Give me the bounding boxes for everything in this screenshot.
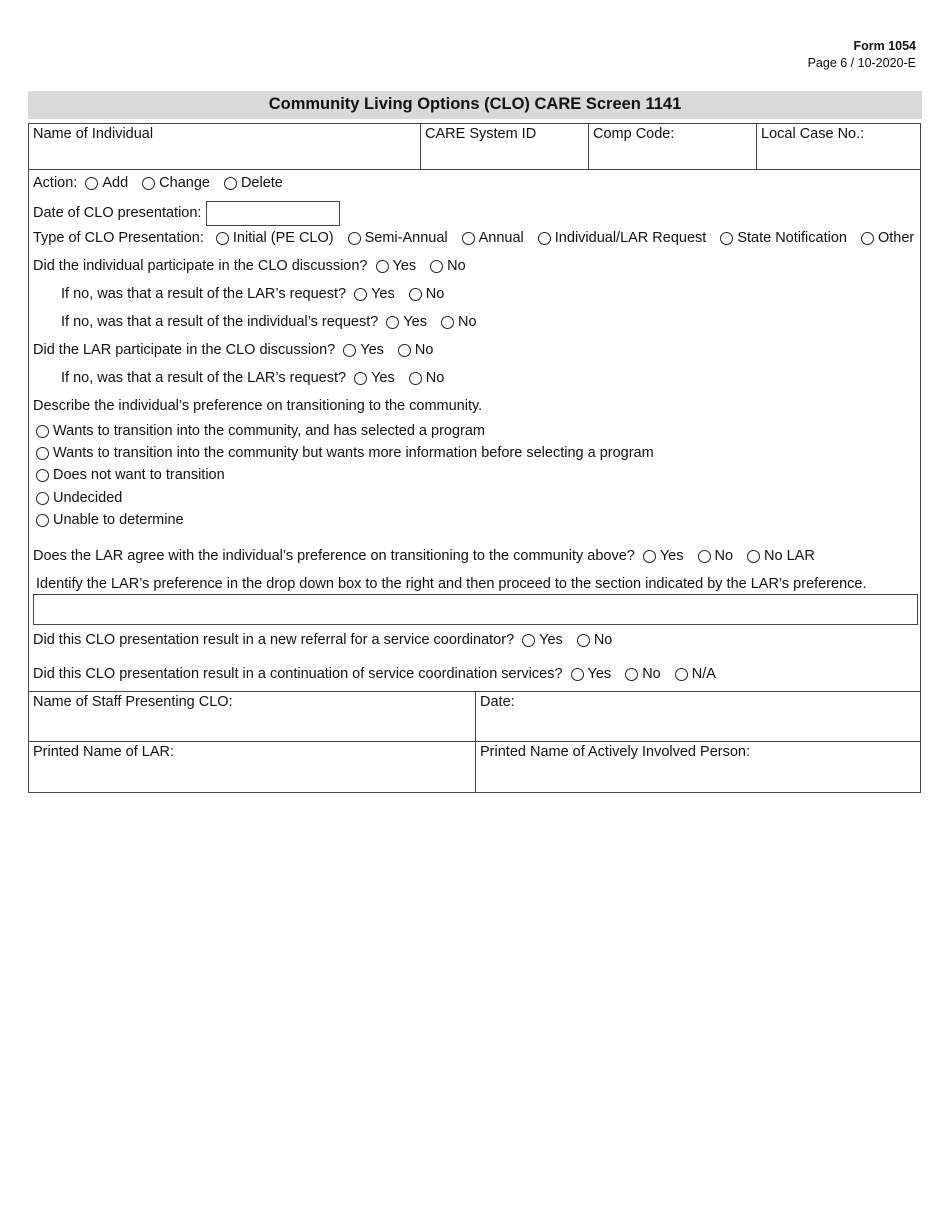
field-label: Printed Name of LAR: [33,744,175,760]
option-label: No [642,666,661,682]
page-title: Community Living Options (CLO) CARE Screen 1141 [28,91,922,119]
option-label: Wants to transition into the community but wants more information before selecting a program [53,445,654,461]
radio-icon[interactable] [698,550,711,563]
option-label: Other [877,230,915,246]
radio-icon[interactable] [747,550,760,563]
radio-icon[interactable] [36,492,49,505]
lar-request-row-2 [61,367,444,389]
option-label: Add [102,175,129,191]
option-label: No [714,548,734,564]
radio-icon[interactable] [354,372,367,385]
lar-printed-name-field[interactable] [29,742,476,792]
option-label: Individual/LAR Request [554,230,707,246]
option-label: Yes [360,342,384,358]
staff-presenting-field[interactable] [29,692,476,742]
option-label: Undecided [53,490,123,506]
radio-icon[interactable] [36,469,49,482]
involved-person-field[interactable] [476,742,920,792]
option-label: Semi-Annual [364,230,448,246]
lar-preference-dropdown[interactable] [33,594,918,625]
field-label: Comp Code: [593,126,675,142]
option-label: No [593,632,613,648]
yes-option[interactable] [643,548,684,564]
option-label: Annual [478,230,524,246]
option-label: No [447,258,466,274]
form-number: Form 1054 [853,39,916,53]
question-label: Did this CLO presentation result in a new referral for a service coordinator? [33,632,515,648]
yes-option[interactable] [386,314,427,330]
field-label: Printed Name of Actively Involved Person: [480,744,750,760]
radio-icon[interactable] [85,177,98,190]
preference-option-no-transition[interactable] [36,464,225,486]
referral-row [33,629,612,651]
no-lar-option[interactable] [747,548,815,564]
option-label: State Notification [737,230,847,246]
option-label: No [425,286,445,302]
preference-option-undecided[interactable] [36,487,122,509]
radio-icon[interactable] [571,668,584,681]
name-of-individual-field[interactable] [29,124,420,169]
radio-icon[interactable] [441,316,454,329]
question-label: Did the LAR participate in the CLO discussion? [33,342,336,358]
action-add-option[interactable] [85,175,128,191]
option-label: Yes [371,370,395,386]
identification-row [28,123,921,170]
type-semi-annual-option[interactable] [348,230,448,246]
lar-participate-row [33,339,433,361]
radio-icon[interactable] [343,344,356,357]
radio-icon[interactable] [409,288,422,301]
preference-option-unable[interactable] [36,509,184,531]
no-option[interactable] [409,370,445,386]
radio-icon[interactable] [625,668,638,681]
radio-icon[interactable] [861,232,874,245]
type-individual-lar-request-option[interactable] [538,230,707,246]
question-label: Did this CLO presentation result in a continuation of service coordination services? [33,666,563,682]
no-option[interactable] [698,548,734,564]
radio-icon[interactable] [142,177,155,190]
individual-participate-row [33,255,466,277]
radio-icon[interactable] [36,425,49,438]
no-option[interactable] [409,286,445,302]
date-row [33,199,340,227]
radio-icon[interactable] [376,260,389,273]
na-option[interactable] [675,666,716,682]
date-field[interactable] [476,692,920,742]
preference-option-selected-program[interactable] [36,420,485,442]
no-option[interactable] [577,632,613,648]
question-label: Does the LAR agree with the individual’s preference on transitioning to the community above? [33,548,635,564]
yes-option[interactable] [343,342,384,358]
radio-icon[interactable] [430,260,443,273]
type-row [33,227,914,249]
comp-code-field[interactable] [588,124,756,169]
field-label: Name of Staff Presenting CLO: [33,694,233,710]
radio-icon[interactable] [522,634,535,647]
radio-icon[interactable] [409,372,422,385]
action-row [33,172,283,194]
radio-icon[interactable] [538,232,551,245]
continuation-row [33,663,716,685]
yes-option[interactable] [522,632,563,648]
radio-icon[interactable] [398,344,411,357]
radio-icon[interactable] [643,550,656,563]
radio-icon[interactable] [354,288,367,301]
option-label: Wants to transition into the community, and has selected a program [53,423,485,439]
radio-icon[interactable] [36,447,49,460]
radio-icon[interactable] [720,232,733,245]
clo-details-section [28,169,921,692]
question-label: If no, was that a result of the LAR’s request? [61,370,347,386]
option-label: Initial (PE CLO) [232,230,334,246]
option-label: Change [159,175,210,191]
radio-icon[interactable] [675,668,688,681]
option-label: No LAR [764,548,815,564]
option-label: Does not want to transition [53,467,225,483]
option-label: No [425,370,445,386]
type-state-notification-option[interactable] [720,230,847,246]
option-label: Yes [392,258,417,274]
date-of-clo-input[interactable] [206,201,340,226]
type-annual-option[interactable] [462,230,524,246]
radio-icon[interactable] [224,177,237,190]
option-label: Yes [403,314,427,330]
option-label: No [457,314,477,330]
option-label: Unable to determine [53,512,184,528]
no-option[interactable] [430,258,466,274]
type-initial-option[interactable] [216,230,334,246]
action-delete-option[interactable] [224,175,283,191]
page-info: Page 6 / 10-2020-E [807,56,916,70]
option-label: Yes [659,548,684,564]
radio-icon[interactable] [216,232,229,245]
option-label: No [414,342,434,358]
no-option[interactable] [441,314,477,330]
yes-option[interactable] [354,370,395,386]
field-label: Name of Individual [33,126,154,142]
option-label: N/A [691,666,716,682]
no-option[interactable] [625,666,661,682]
type-label: Type of CLO Presentation: [33,230,204,246]
field-label: Local Case No.: [761,126,865,142]
yes-option[interactable] [354,286,395,302]
yes-option[interactable] [571,666,612,682]
radio-icon[interactable] [462,232,475,245]
option-label: Delete [240,175,283,191]
option-label: Yes [587,666,612,682]
individual-request-row [61,311,477,333]
lar-agree-row [33,545,815,567]
identify-instruction: Identify the LAR’s preference in the drop down box to the right and then proceed to the section indicated by the LAR’s preference. [36,576,867,592]
question-label: Did the individual participate in the CLO discussion? [33,258,368,274]
date-label: Date of CLO presentation: [33,205,202,221]
no-option[interactable] [398,342,434,358]
preference-label: Describe the individual’s preference on transitioning to the community. [33,398,483,414]
action-label: Action: [33,175,78,191]
signature-section [28,691,921,793]
lar-request-row-1 [61,283,444,305]
field-label: Date: [480,694,515,710]
radio-icon[interactable] [348,232,361,245]
field-label: CARE System ID [425,126,537,142]
option-label: Yes [539,632,563,648]
radio-icon[interactable] [386,316,399,329]
question-label: If no, was that a result of the individual’s request? [61,314,379,330]
option-label: Yes [371,286,395,302]
local-case-no-field[interactable] [756,124,920,169]
care-system-id-field[interactable] [420,124,588,169]
radio-icon[interactable] [36,514,49,527]
type-other-option[interactable] [861,230,914,246]
yes-option[interactable] [376,258,417,274]
preference-option-more-info[interactable] [36,442,654,464]
radio-icon[interactable] [577,634,590,647]
action-change-option[interactable] [142,175,210,191]
form-header [808,38,916,72]
question-label: If no, was that a result of the LAR’s request? [61,286,347,302]
